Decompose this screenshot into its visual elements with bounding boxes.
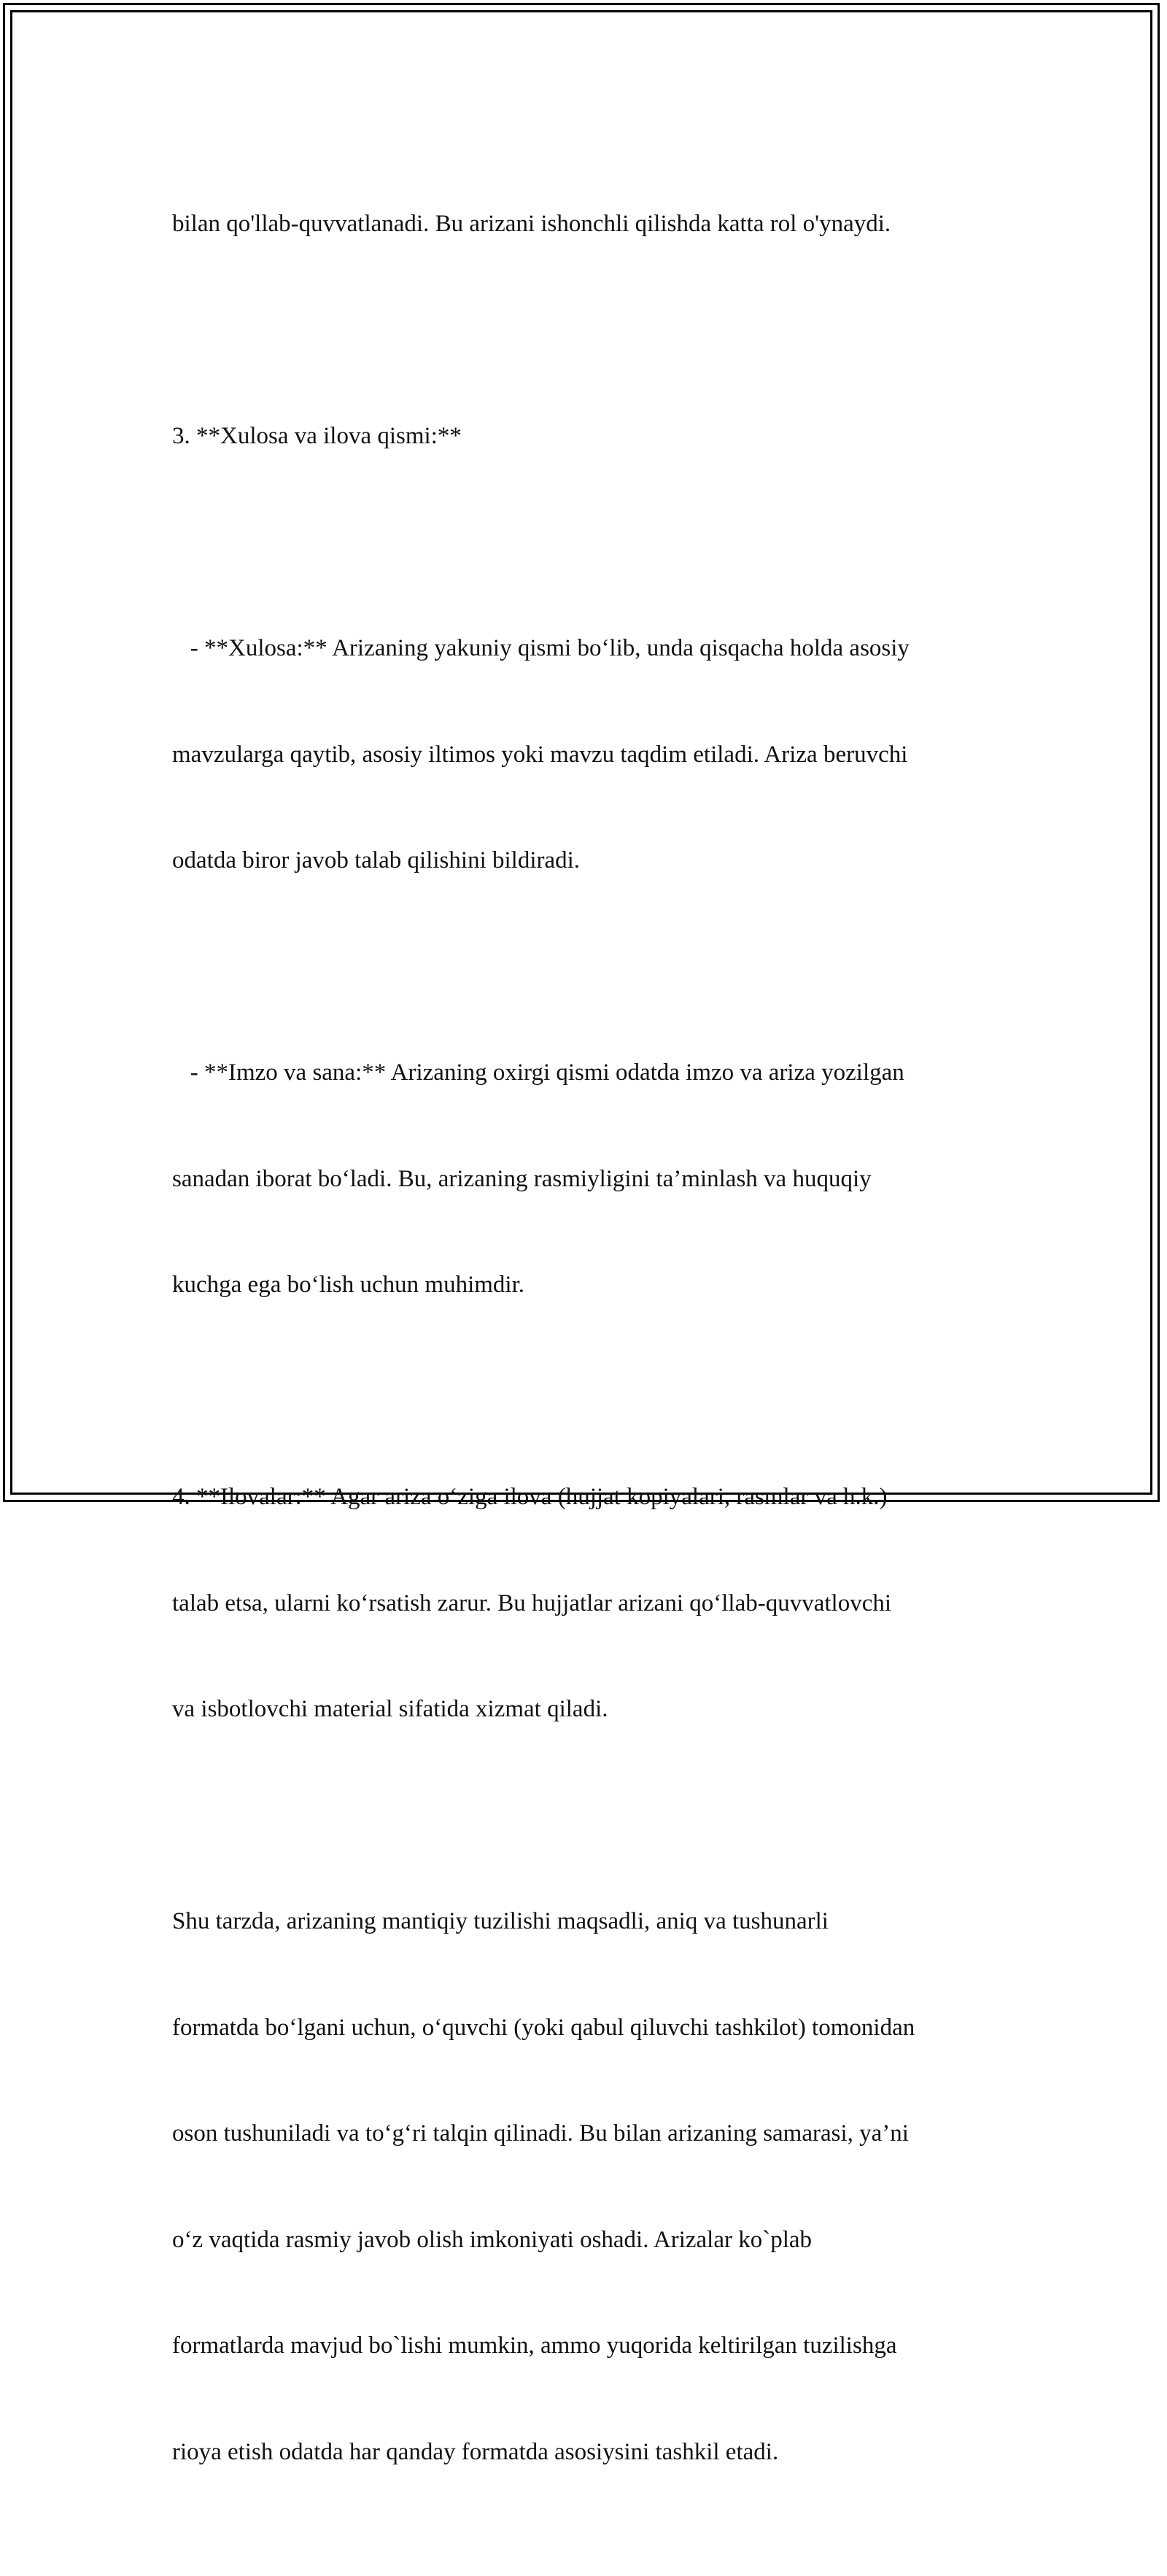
text-line: formatda bo‘lgani uchun, o‘quvchi (yoki qabul qiluvchi tashkilot) tomonidan [172, 2014, 915, 2041]
text-line: talab etsa, ularni ko‘rsatish zarur. Bu hujjatlar arizani qo‘llab-quvvatlovchi [172, 1589, 892, 1616]
text-line: kuchga ega bo‘lish uchun muhimdir. [172, 1272, 524, 1298]
list-item-conclusion [172, 560, 1011, 949]
text-line: - **Xulosa:** Arizaning yakuniy qismi bo‘lib, unda qisqacha holda asosiy [172, 635, 910, 661]
text-line: 4. **Ilovalar:** Agar ariza o‘ziga ilova (hujjat kopiyalari, rasmlar va h.k.) [172, 1484, 888, 1510]
text-line: 3. **Xulosa va ilova qismi:** [172, 423, 462, 449]
document-body [172, 136, 1011, 2576]
text-line: bilan qo'llab-quvvatlanadi. Bu arizani ishonchli qilishda katta rol o'ynaydi. [172, 211, 891, 237]
text-line: Shu tarzda, arizaning mantiqiy tuzilishi maqsadli, aniq va tushunarli [172, 1908, 829, 1934]
text-line: rioya etish odatda har qanday formatda asosiysini tashkil etadi. [172, 2438, 779, 2465]
list-item-signature-date [172, 984, 1011, 1374]
paragraph-summary [172, 1833, 1011, 2540]
paragraph-continuation [172, 136, 1011, 313]
text-line: formatlarda mavjud bo`lishi mumkin, ammo yuqorida keltirilgan tuzilishga [172, 2332, 897, 2359]
section-attachments [172, 1409, 1011, 1798]
text-line: mavzularga qaytib, asosiy iltimos yoki mavzu taqdim etiladi. Ariza beruvchi [172, 741, 908, 768]
text-line: oson tushuniladi va to‘g‘ri talqin qilinadi. Bu bilan arizaning samarasi, ya’ni [172, 2120, 909, 2147]
text-line: odatda biror javob talab qilishini bildiradi. [172, 847, 581, 873]
text-line: va isbotlovchi material sifatida xizmat qiladi. [172, 1696, 608, 1722]
text-line: sanadan iborat bo‘ladi. Bu, arizaning rasmiyligini ta’minlash va huquqiy [172, 1165, 872, 1192]
text-line: o‘z vaqtida rasmiy javob olish imkoniyati oshadi. Arizalar ko`plab [172, 2226, 813, 2253]
text-line: - **Imzo va sana:** Arizaning oxirgi qismi odatda imzo va ariza yozilgan [172, 1059, 904, 1086]
section-heading-conclusion [172, 348, 1011, 525]
